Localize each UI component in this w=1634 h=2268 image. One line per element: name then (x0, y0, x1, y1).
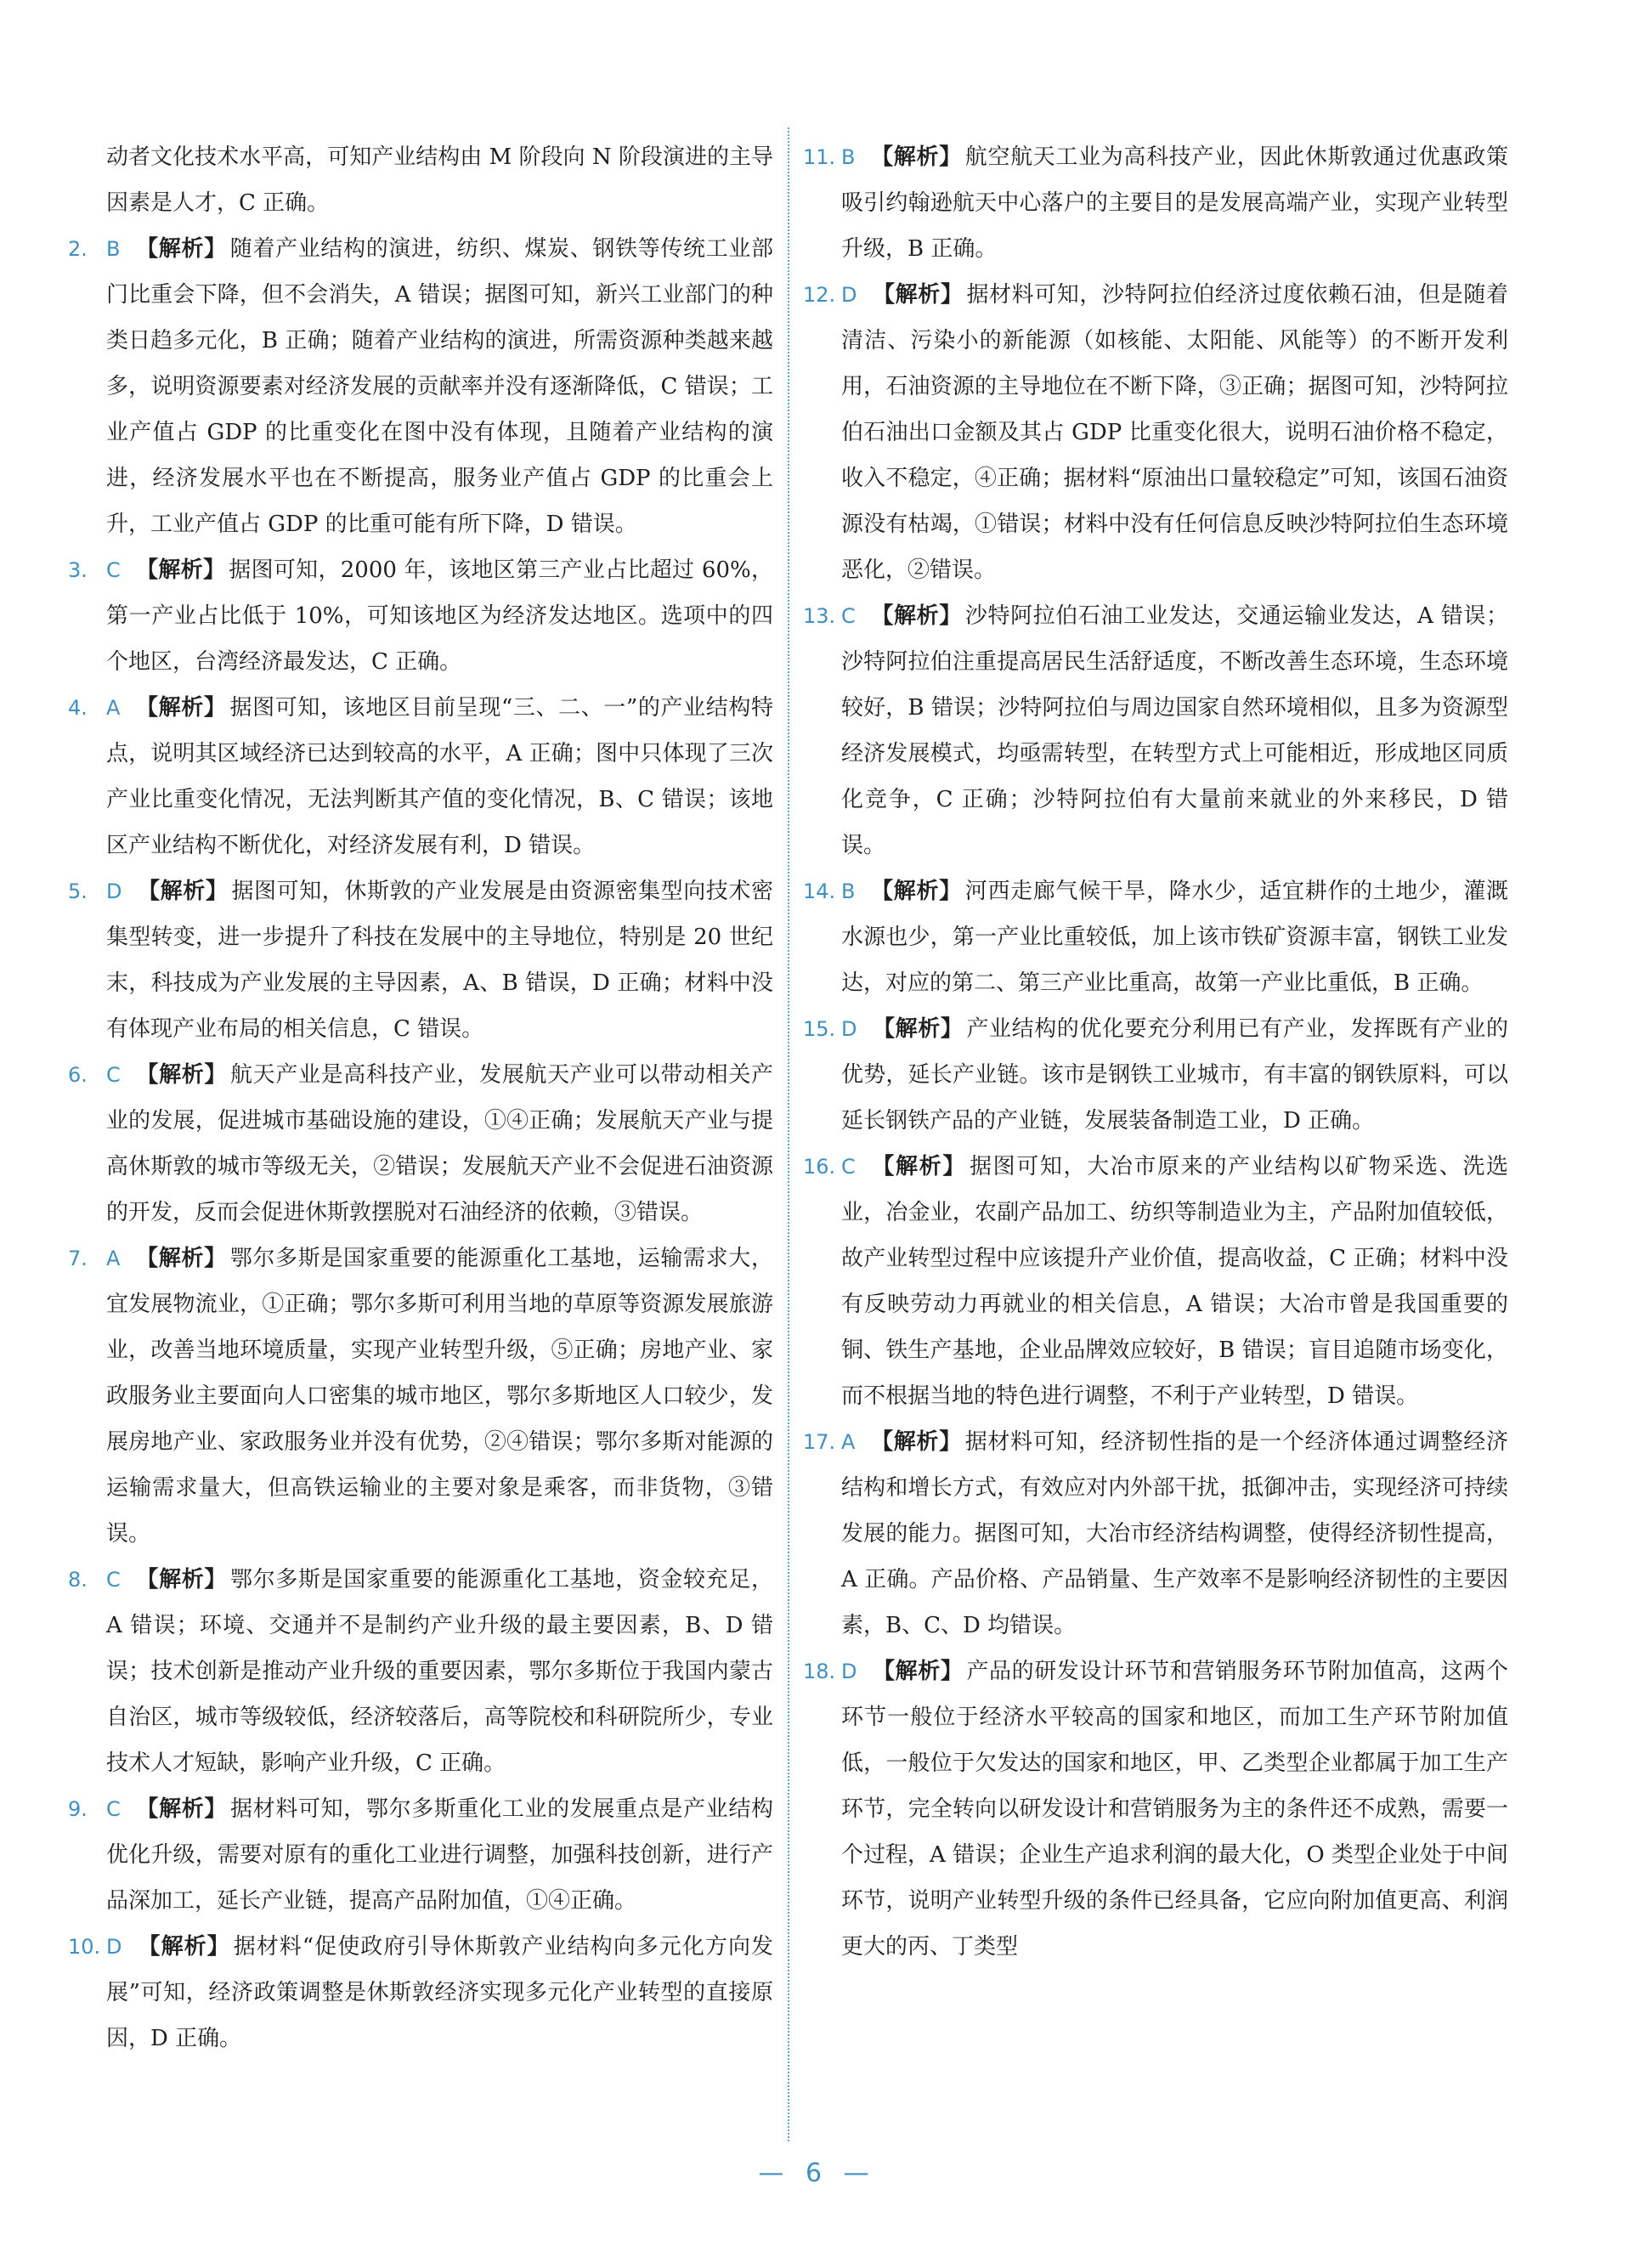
analysis-tag: 【解析】 (137, 1934, 230, 1960)
analysis-tag: 【解析】 (135, 557, 226, 583)
question-number: 16. (803, 1155, 836, 1179)
answer-item (68, 1052, 773, 1236)
answer-letter: A (841, 1430, 856, 1454)
analysis-tag: 【解析】 (870, 879, 962, 904)
answer-item (803, 134, 1508, 272)
answer-letter: D (106, 879, 122, 903)
analysis-tag: 【解析】 (872, 1016, 964, 1042)
page-number: — 6 — (758, 2158, 876, 2188)
question-number: 5. (68, 879, 88, 903)
question-number: 9. (68, 1797, 88, 1821)
answer-item (68, 1924, 773, 2062)
answer-item (68, 1786, 773, 1924)
answer-item (803, 1144, 1508, 1419)
answer-item (68, 1236, 773, 1557)
analysis-tag: 【解析】 (135, 695, 227, 721)
analysis-text: 据图可知，该地区目前呈现“三、二、一”的产业结构特点，说明其区域经济已达到较高的水平，A 正确；图中只体现了三次产业比重变化情况，无法判断其产值的变化情况，B、C 错误；该地区产业结构不断优化，对经济发展有利，D 错误。 (106, 695, 773, 858)
left-column (68, 134, 773, 2062)
analysis-text: 据材料可知，经济韧性指的是一个经济体通过调整经济结构和增长方式，有效应对内外部干扰，抵御冲击，实现经济可持续发展的能力。据图可知，大冶市经济结构调整，使得经济韧性提高，A 正确。产品价格、产品销量、生产效率不是影响经济韧性的主要因素，B、C、D 均错误。 (841, 1429, 1508, 1638)
answer-letter: C (841, 604, 856, 628)
question-number: 15. (803, 1017, 836, 1041)
analysis-text: 河西走廊气候干旱，降水少，适宜耕作的土地少，灌溉水源也少，第一产业比重较低，加上该市铁矿资源丰富，钢铁工业发达，对应的第二、第三产业比重高，故第一产业比重低，B 正确。 (841, 879, 1508, 996)
analysis-text: 据图可知，2000 年，该地区第三产业占比超过 60%，第一产业占比低于 10%，可知该地区为经济发达地区。选项中的四个地区，台湾经济最发达，C 正确。 (106, 557, 773, 675)
analysis-text: 航空航天工业为高科技产业，因此休斯敦通过优惠政策吸引约翰逊航天中心落户的主要目的是发展高端产业，实现产业转型升级，B 正确。 (841, 144, 1508, 262)
analysis-tag: 【解析】 (135, 1246, 227, 1271)
answer-letter: C (106, 558, 121, 582)
analysis-text: 航天产业是高科技产业，发展航天产业可以带动相关产业的发展，促进城市基础设施的建设，①④正确；发展航天产业与提高休斯敦的城市等级无关，②错误；发展航天产业不会促进石油资源的开发，反而会促进休斯敦摆脱对石油经济的依赖，③错误。 (106, 1062, 773, 1225)
analysis-tag: 【解析】 (870, 1154, 966, 1179)
column-divider (788, 127, 789, 2141)
question-number: 11. (803, 145, 836, 169)
answer-letter: B (106, 237, 121, 261)
answer-item (68, 685, 773, 868)
analysis-text: 据材料“促使政府引导休斯敦产业结构向多元化方向发展”可知，经济政策调整是休斯敦经济实现多元化产业转型的直接原因，D 正确。 (106, 1934, 773, 2051)
analysis-text: 鄂尔多斯是国家重要的能源重化工基地，运输需求大，宜发展物流业，①正确；鄂尔多斯可利用当地的草原等资源发展旅游业，改善当地环境质量，实现产业转型升级，⑤正确；房地产业、家政服务业主要面向人口密集的城市地区，鄂尔多斯地区人口较少，发展房地产业、家政服务业并没有优势，②④错误；鄂尔多斯对能源的运输需求量大，但高铁运输业的主要对象是乘客，而非货物，③错误。 (106, 1246, 773, 1547)
answer-letter: D (106, 1935, 122, 1959)
question-number: 17. (803, 1430, 836, 1454)
answer-item (68, 547, 773, 685)
analysis-tag: 【解析】 (135, 1062, 228, 1088)
analysis-tag: 【解析】 (872, 1659, 964, 1684)
answer-letter: D (841, 1017, 857, 1041)
analysis-text: 随着产业结构的演进，纺织、煤炭、钢铁等传统工业部门比重会下降，但不会消失，A 错误；据图可知，新兴工业部门的种类日趋多元化，B 正确；随着产业结构的演进，所需资源种类越来越多，说明资源要素对经济发展的贡献率并没有逐渐降低，C 错误；工业产值占 GDP 的比重变化在图中没有体现，且随着产业结构的演进，经济发展水平也在不断提高，服务业产值占 GDP 的比重会上升，工业产值占 GDP 的比重可能有所下降，D 错误。 (106, 236, 773, 537)
right-column (803, 134, 1508, 1970)
analysis-text: 产业结构的优化要充分利用已有产业，发挥既有产业的优势，延长产业链。该市是钢铁工业城市，有丰富的钢铁原料，可以延长钢铁产品的产业链，发展装备制造工业，D 正确。 (841, 1016, 1508, 1134)
analysis-text: 据材料可知，沙特阿拉伯经济过度依赖石油，但是随着清洁、污染小的新能源（如核能、太阳能、风能等）的不断开发利用，石油资源的主导地位在不断下降，③正确；据图可知，沙特阿拉伯石油出口金额及其占 GDP 比重变化很大，说明石油价格不稳定，收入不稳定，④正确；据材料“原油出口量较稳定”可知，该国石油资源没有枯竭，①错误；材料中没有任何信息反映沙特阿拉伯生态环境恶化，②错误。 (841, 282, 1508, 583)
analysis-tag: 【解析】 (870, 1429, 962, 1455)
answer-item (803, 1006, 1508, 1144)
answer-item (803, 1649, 1508, 1970)
question-number: 18. (803, 1660, 836, 1683)
question-number: 14. (803, 879, 836, 903)
answer-item (803, 868, 1508, 1006)
answer-letter: C (106, 1797, 121, 1821)
answer-letter: D (841, 283, 857, 307)
question-number: 4. (68, 696, 88, 720)
answer-item (68, 226, 773, 547)
analysis-tag: 【解析】 (872, 282, 964, 308)
analysis-tag: 【解析】 (135, 1796, 228, 1822)
analysis-tag: 【解析】 (137, 879, 229, 904)
answer-item (803, 272, 1508, 593)
analysis-text: 据图可知，大冶市原来的产业结构以矿物采选、洗选业，冶金业，农副产品加工、纺织等制造业为主，产品附加值较低，故产业转型过程中应该提升产业价值，提高收益，C 正确；材料中没有反映劳动力再就业的相关信息，A 错误；大冶市曾是我国重要的铜、铁生产基地，企业品牌效应较好，B 错误；盲目追随市场变化，而不根据当地的特色进行调整，不利于产业转型，D 错误。 (841, 1154, 1508, 1409)
question-number: 10. (68, 1935, 101, 1959)
answer-letter: C (106, 1063, 121, 1087)
question-number: 12. (803, 283, 836, 307)
answer-item (68, 868, 773, 1052)
answer-item (803, 1419, 1508, 1649)
analysis-text: 鄂尔多斯是国家重要的能源重化工基地，资金较充足，A 错误；环境、交通并不是制约产业升级的最主要因素，B、D 错误；技术创新是推动产业升级的重要因素，鄂尔多斯位于我国内蒙古自治区，城市等级较低，经济较落后，高等院校和科研院所少，专业技术人才短缺，影响产业升级，C 正确。 (106, 1567, 773, 1776)
analysis-text: 沙特阿拉伯石油工业发达，交通运输业发达，A 错误；沙特阿拉伯注重提高居民生活舒适度，不断改善生态环境，生态环境较好，B 错误；沙特阿拉伯与周边国家自然环境相似，且多为资源型经济发展模式，均亟需转型，在转型方式上可能相近，形成地区同质化竞争，C 正确；沙特阿拉伯有大量前来就业的外来移民，D 错误。 (841, 603, 1508, 858)
answer-letter: A (106, 696, 121, 720)
answer-letter: C (841, 1155, 856, 1179)
question-number: 6. (68, 1063, 88, 1087)
answer-letter: D (841, 1660, 857, 1683)
analysis-tag: 【解析】 (135, 236, 227, 262)
analysis-tag: 【解析】 (135, 1567, 228, 1592)
analysis-text: 产品的研发设计环节和营销服务环节附加值高，这两个环节一般位于经济水平较高的国家和地区，而加工生产环节附加值低，一般位于欠发达的国家和地区，甲、乙类型企业都属于加工生产环节，完全转向以研发设计和营销服务为主的条件还不成熟，需要一个过程，A 错误；企业生产追求利润的最大化，O 类型企业处于中间环节，说明产业转型升级的条件已经具备，它应向附加值更高、利润更大的丙、丁类型 (841, 1659, 1508, 1960)
question-number: 8. (68, 1568, 88, 1592)
analysis-tag: 【解析】 (870, 144, 962, 170)
answer-letter: B (841, 145, 856, 169)
question-number: 3. (68, 558, 88, 582)
continuation-paragraph (68, 134, 773, 226)
answer-item (803, 593, 1508, 868)
question-number: 2. (68, 237, 88, 261)
answer-item (68, 1557, 773, 1786)
question-number: 13. (803, 604, 836, 628)
analysis-tag: 【解析】 (870, 603, 962, 629)
answer-letter: C (106, 1568, 121, 1592)
answer-letter: B (841, 879, 856, 903)
continuation-text: 动者文化技术水平高，可知产业结构由 M 阶段向 N 阶段演进的主导因素是人才，C 正确。 (106, 144, 773, 216)
question-number: 7. (68, 1247, 88, 1270)
analysis-text: 据材料可知，鄂尔多斯重化工业的发展重点是产业结构优化升级，需要对原有的重化工业进行调整，加强科技创新，进行产品深加工，延长产业链，提高产品附加值，①④正确。 (106, 1796, 773, 1914)
analysis-text: 据图可知，休斯敦的产业发展是由资源密集型向技术密集型转变，进一步提升了科技在发展中的主导地位，特别是 20 世纪末，科技成为产业发展的主导因素，A、B 错误，D 正确；材料中没有体现产业布局的相关信息，C 错误。 (106, 879, 773, 1042)
answer-letter: A (106, 1247, 121, 1270)
